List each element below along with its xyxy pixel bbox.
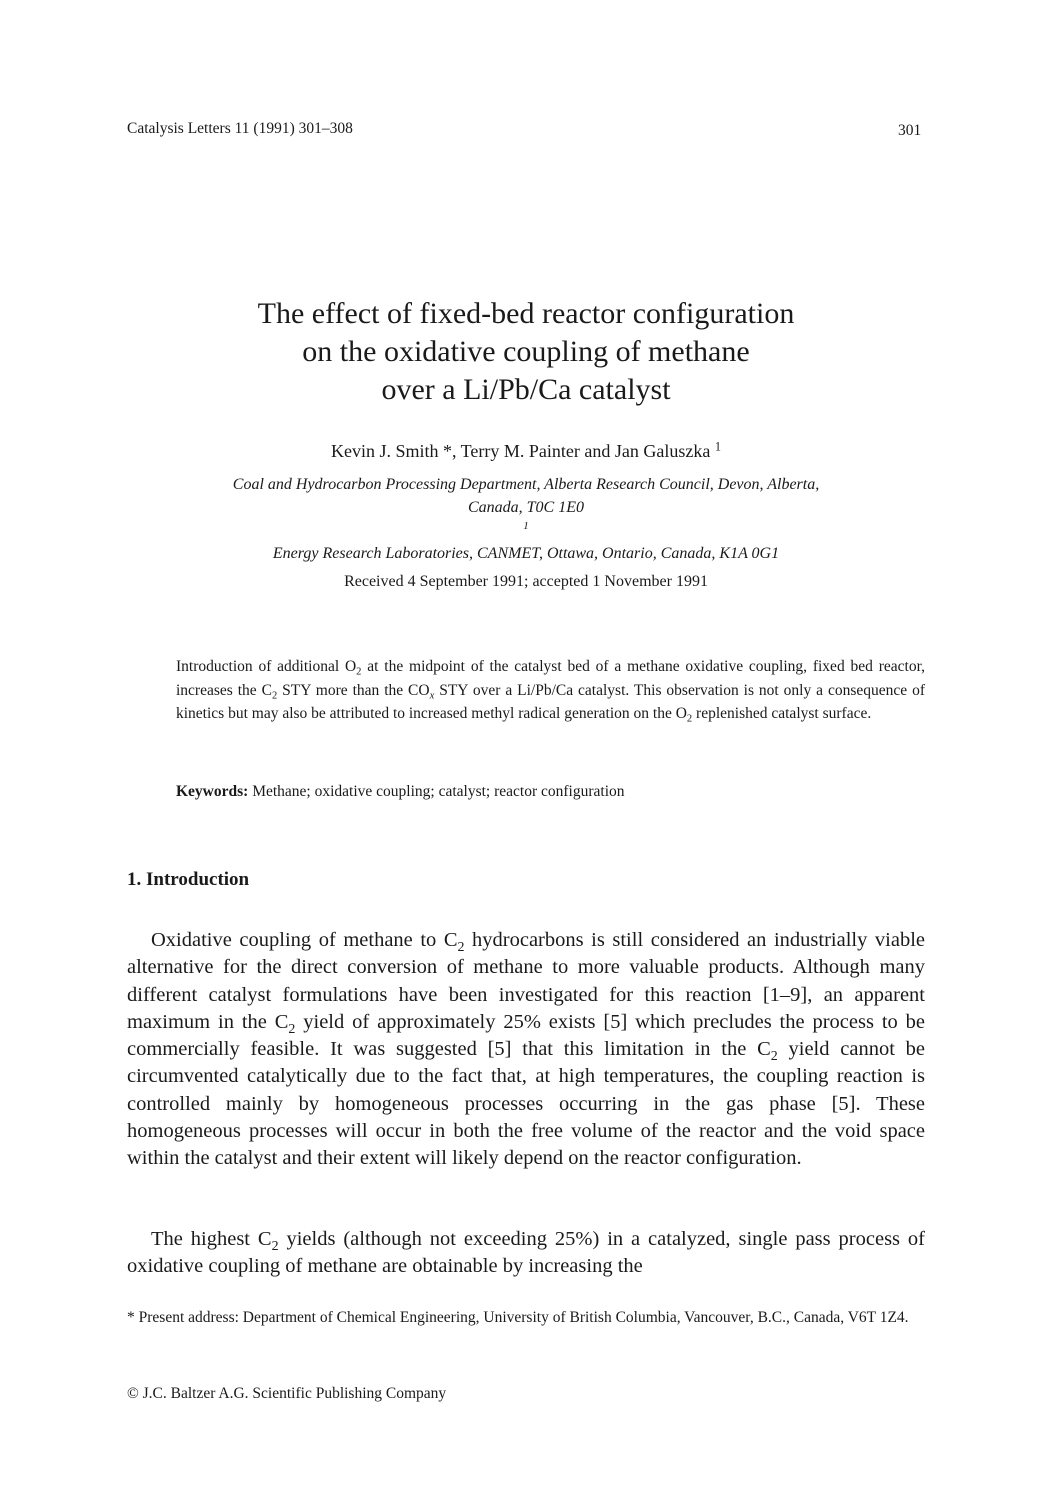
affiliation-line: Canada, T0C 1E0 — [467, 499, 584, 516]
author-names: Kevin J. Smith *, Terry M. Painter and Jan Galuszka — [331, 441, 711, 461]
affiliation-line: Coal and Hydrocarbon Processing Department, Alberta Research Council, Devon, Alberta, — [232, 476, 820, 493]
received-dates: Received 4 September 1991; accepted 1 November 1991 — [344, 573, 708, 590]
abstract: Introduction of additional $O_2$ at the midpoint of the catalyst bed of a methane oxidative coupling, fixed bed reactor, increases the $C_2$ STY more than the $CO_x$ STY over a Li/Pb/Ca catalyst. This observation is not only a consequence of kinetics but may also be attributed to increased methyl radical generation on the $O_2$ replenished catalyst surface. — [176, 658, 925, 725]
paper-title — [120, 295, 932, 409]
section-heading: 1. Introduction — [127, 869, 250, 890]
body-paragraph: The highest $C_2$ yields (although not exceeding 25%) in a catalyzed, single pass process of oxidative coupling of methane are obtainable by increasing the — [127, 1228, 926, 1278]
page-number: 301 — [898, 122, 922, 139]
affiliation-marker: 1 — [523, 520, 529, 533]
title-line: over a Li/Pb/Ca catalyst — [381, 373, 671, 406]
title-line: on the oxidative coupling of methane — [302, 335, 750, 368]
keywords-text: Methane; oxidative coupling; catalyst; reactor configuration — [248, 783, 625, 800]
title-line: The effect of fixed-bed reactor configuration — [257, 297, 795, 330]
running-head: Catalysis Letters 11 (1991) 301–308 — [127, 120, 353, 137]
footnote: * Present address: Department of Chemical Engineering, University of British Columbia, Vancouver, B.C., Canada, V6T 1Z4. — [127, 1309, 909, 1326]
copyright-notice: © J.C. Baltzer A.G. Scientific Publishing Company — [127, 1385, 447, 1402]
body-paragraph: Oxidative coupling of methane to $C_2$ hydrocarbons is still considered an industrially viable alternative for the direct conversion of methane to more valuable products. Although many different catalyst formulations have been investigated for this reaction [1–9], an apparent maximum in the $C_2$ yield of approximately 25% exists [5] which precludes the process to be commercially feasible. It was suggested [5] that this limitation in the $C_2$ yield cannot be circumvented catalytically due to the fact that, at high temperatures, the coupling reaction is controlled mainly by homogeneous processes occurring in the gas phase [5]. These homogeneous processes will occur in both the free volume of the reactor and the void space within the catalyst and their extent will likely depend on the reactor configuration. — [127, 929, 925, 1170]
keywords-label: Keywords: — [176, 783, 249, 800]
author-list — [120, 441, 932, 462]
affiliation-line: $^1$ Energy Research Laboratories, CANMET, Ottawa, Ontario, Canada, K1A 0G1 — [272, 520, 780, 562]
author-affil-marker: 1 — [714, 439, 721, 454]
affiliations — [120, 473, 932, 565]
keywords — [176, 783, 625, 801]
